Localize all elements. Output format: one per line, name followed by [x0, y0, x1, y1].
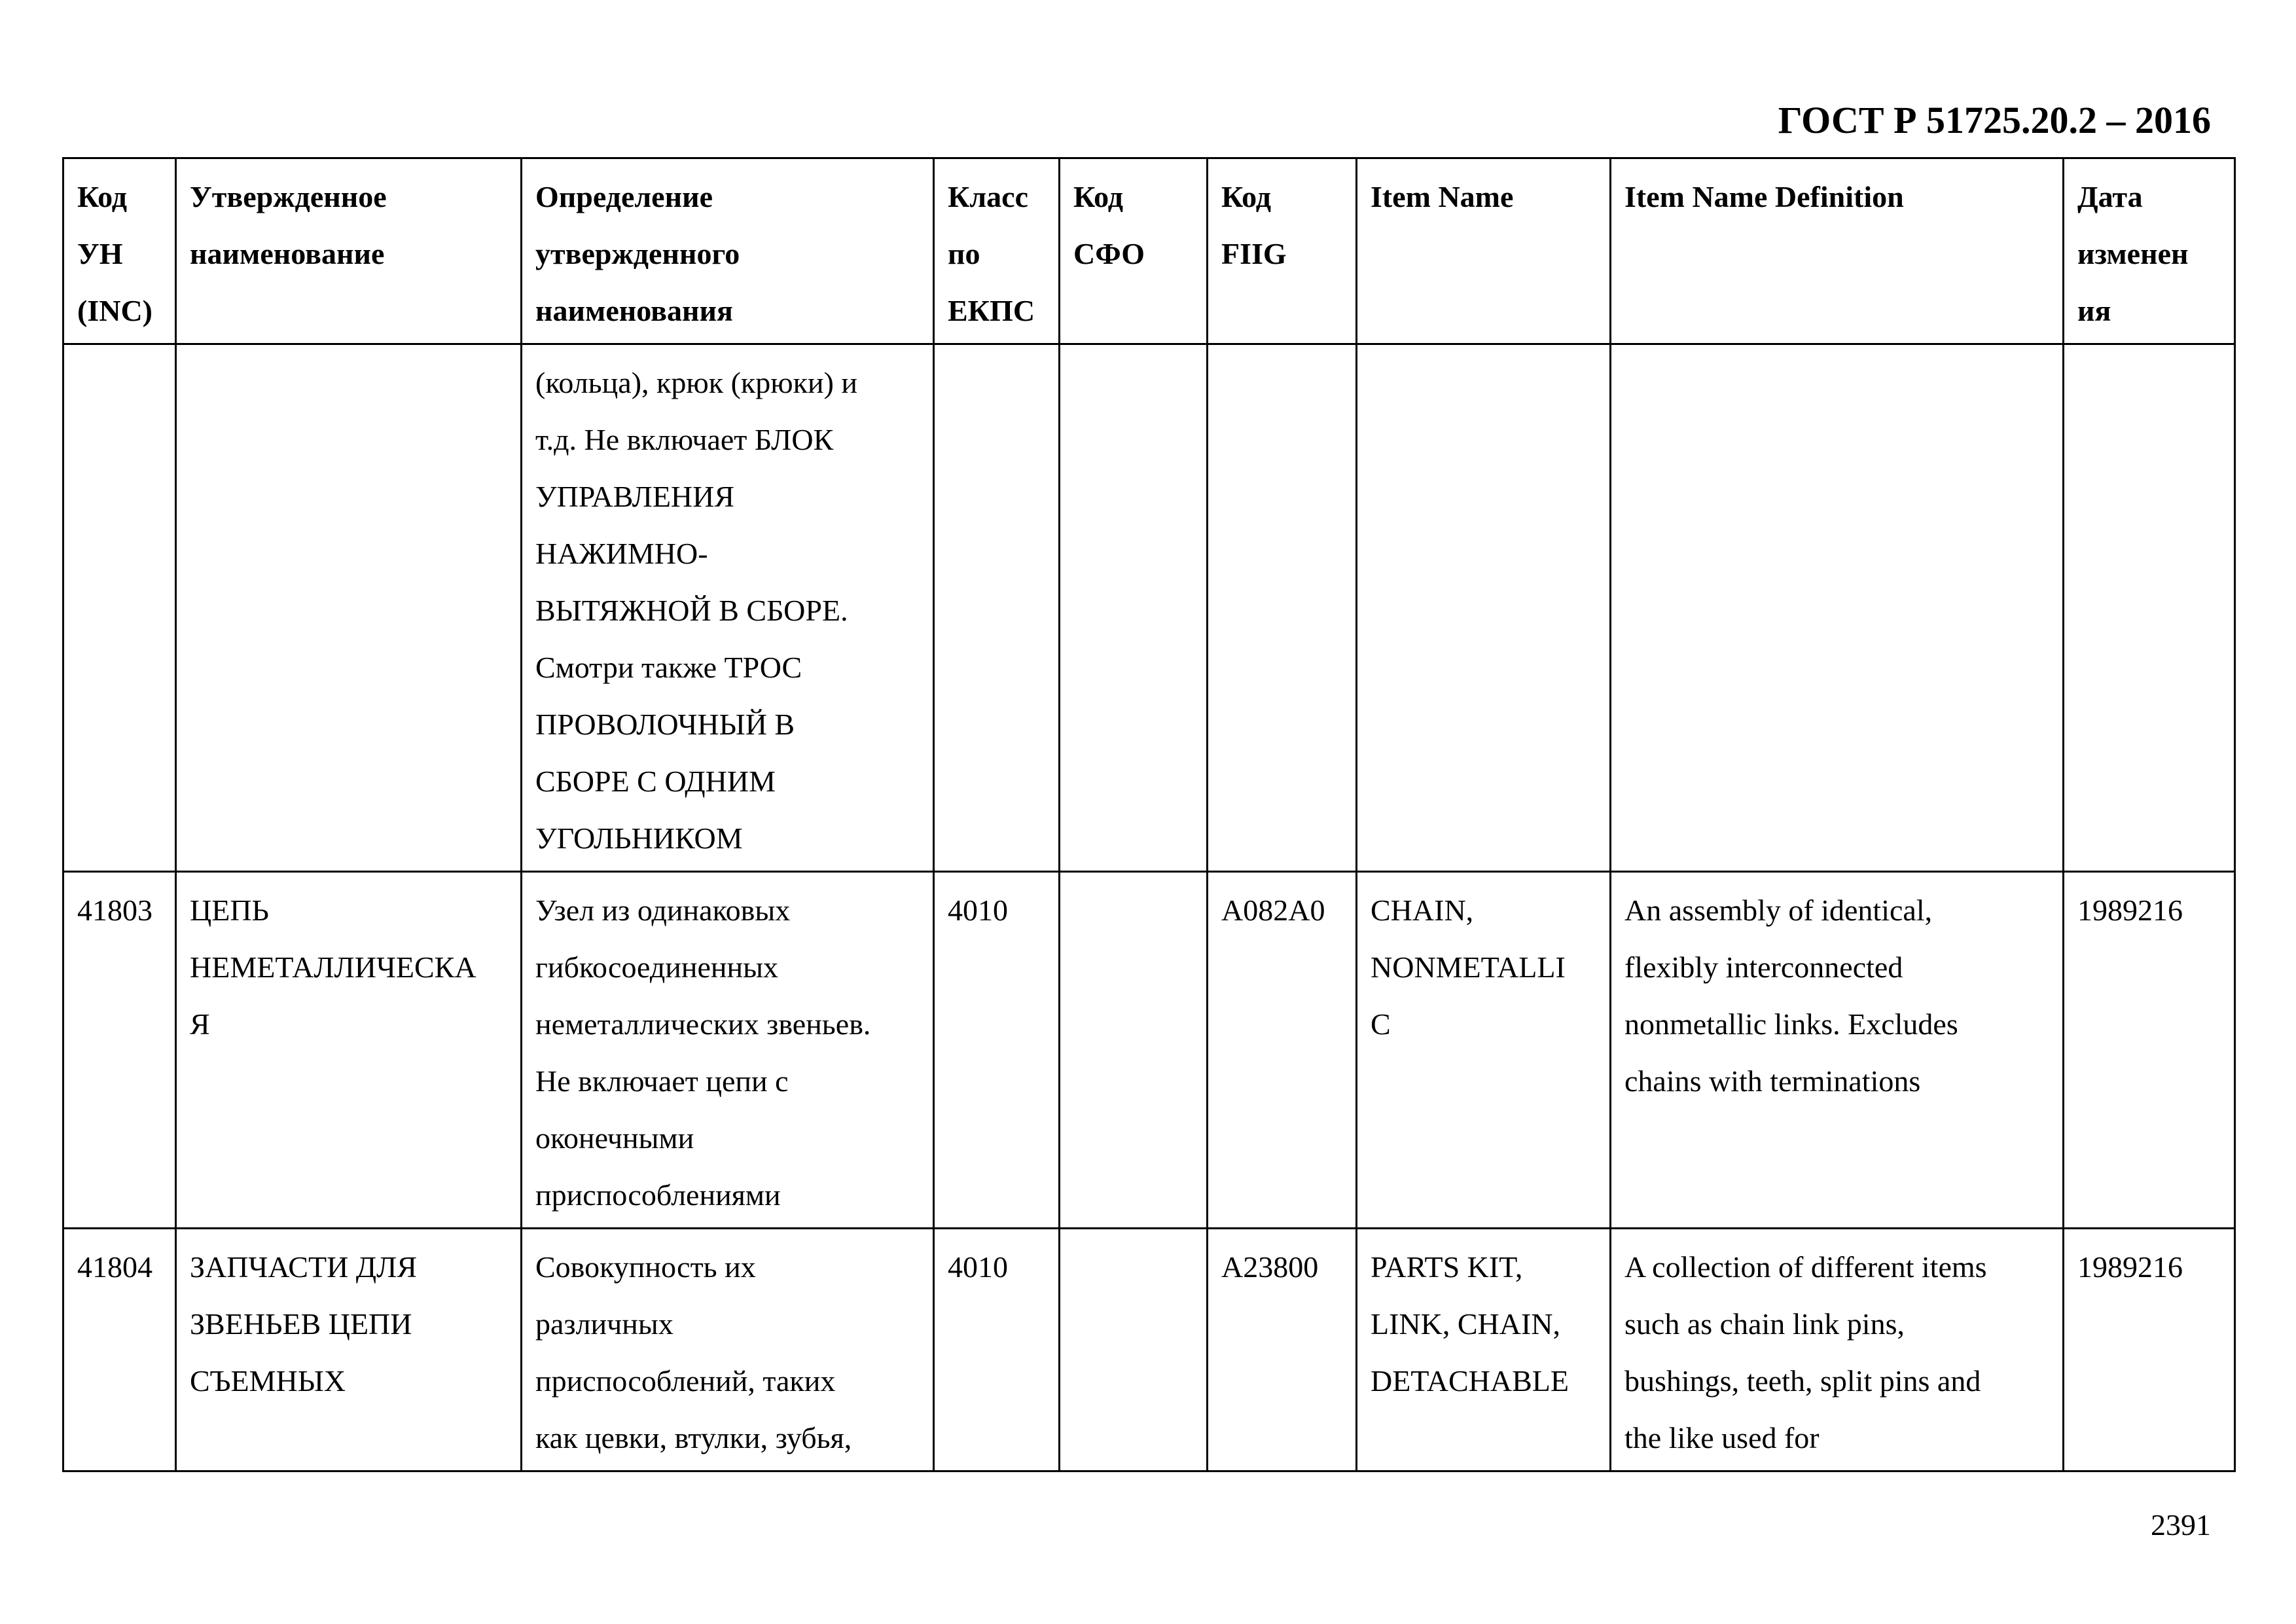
cell-item-name — [1357, 344, 1611, 872]
cell-fiig: A23800 — [1208, 1229, 1357, 1471]
column-header-definition: Определение утвержденного наименования — [522, 158, 934, 344]
cell-definition: Совокупность их различных приспособлений, таких как цевки, втулки, зубья, — [522, 1229, 934, 1471]
cell-class — [934, 344, 1060, 872]
table-row — [63, 872, 2235, 1229]
cell-item-name-definition — [1611, 344, 2064, 872]
column-header-item-name: Item Name — [1357, 158, 1611, 344]
page-number: 2391 — [2151, 1508, 2211, 1542]
cell-inc: 41803 — [63, 872, 176, 1229]
cell-fiig — [1208, 344, 1357, 872]
cell-approved-name: ЦЕПЬ НЕМЕТАЛЛИЧЕСКА Я — [176, 872, 522, 1229]
cell-fiig: A082A0 — [1208, 872, 1357, 1229]
column-header-fiig: Код FIIG — [1208, 158, 1357, 344]
cell-approved-name — [176, 344, 522, 872]
cell-inc: 41804 — [63, 1229, 176, 1471]
cell-date: 1989216 — [2064, 872, 2235, 1229]
cell-sfo — [1060, 872, 1208, 1229]
cell-approved-name: ЗАПЧАСТИ ДЛЯ ЗВЕНЬЕВ ЦЕПИ СЪЕМНЫХ — [176, 1229, 522, 1471]
cell-date — [2064, 344, 2235, 872]
classification-table — [62, 157, 2236, 1472]
cell-definition: Узел из одинаковых гибкосоединенных неметаллических звеньев. Не включает цепи с оконечными приспособлениями — [522, 872, 934, 1229]
cell-class: 4010 — [934, 1229, 1060, 1471]
table-row — [63, 1229, 2235, 1471]
cell-definition: (кольца), крюк (крюки) и т.д. Не включает БЛОК УПРАВЛЕНИЯ НАЖИМНО- ВЫТЯЖНОЙ В СБОРЕ. Смотри также ТРОС ПРОВОЛОЧНЫЙ В СБОРЕ С ОДНИМ УГОЛЬНИКОМ — [522, 344, 934, 872]
column-header-class: Класс по ЕКПС — [934, 158, 1060, 344]
cell-inc — [63, 344, 176, 872]
cell-sfo — [1060, 1229, 1208, 1471]
cell-sfo — [1060, 344, 1208, 872]
column-header-inc: Код УН (INC) — [63, 158, 176, 344]
table-header-row — [63, 158, 2235, 344]
column-header-sfo: Код СФО — [1060, 158, 1208, 344]
cell-item-name: CHAIN, NONMETALLI C — [1357, 872, 1611, 1229]
column-header-item-name-definition: Item Name Definition — [1611, 158, 2064, 344]
column-header-date: Дата изменен ия — [2064, 158, 2235, 344]
cell-item-name: PARTS KIT, LINK, CHAIN, DETACHABLE — [1357, 1229, 1611, 1471]
cell-class: 4010 — [934, 872, 1060, 1229]
column-header-approved-name: Утвержденное наименование — [176, 158, 522, 344]
cell-item-name-definition: A collection of different items such as chain link pins, bushings, teeth, split pins and the like used for — [1611, 1229, 2064, 1471]
cell-item-name-definition: An assembly of identical, flexibly interconnected nonmetallic links. Excludes chains with terminations — [1611, 872, 2064, 1229]
cell-date: 1989216 — [2064, 1229, 2235, 1471]
document-standard-title: ГОСТ Р 51725.20.2 – 2016 — [1778, 99, 2211, 141]
table-row — [63, 344, 2235, 872]
